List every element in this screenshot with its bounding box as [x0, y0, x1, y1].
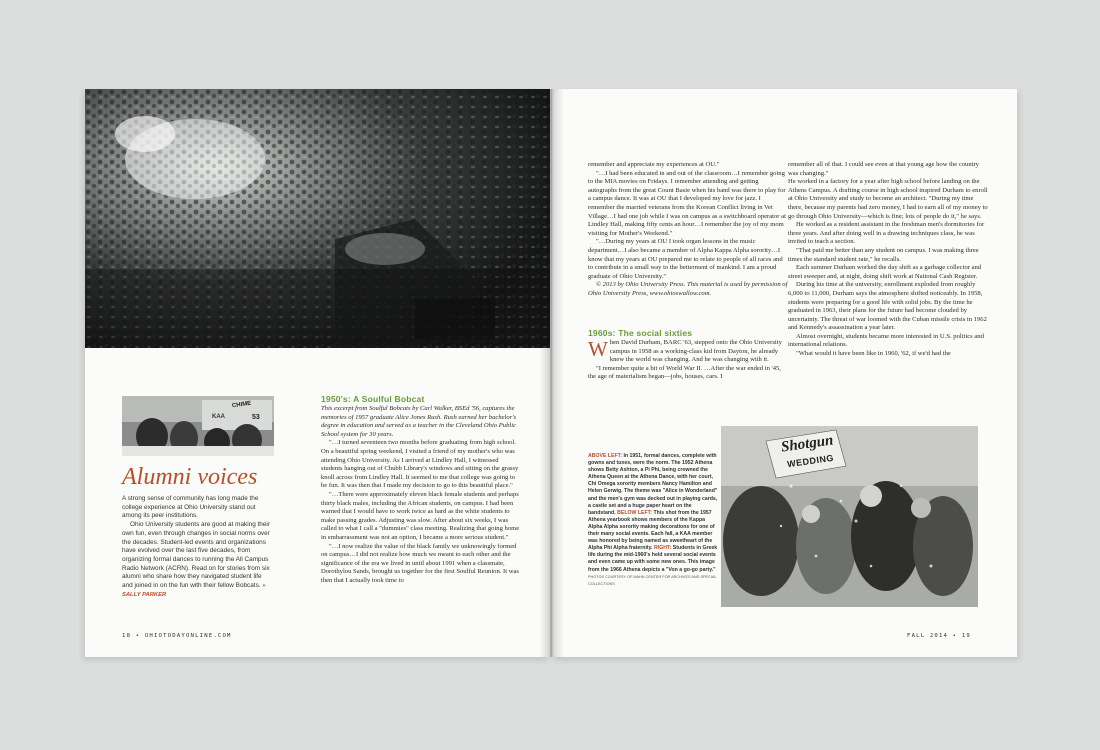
article-paragraph: "…During my years at OU I took organ lessons in the music department…I also became a member of Alpha Kappa Alpha sorority…I know that my years at OU prepared me to relate to people of all races and to contribute in a small way to the betterment of mankind. I am a proud graduate of Ohio University."	[588, 238, 783, 280]
article-paragraph: He worked as a resident assistant in the freshman men's dormitories for three years. And after doing well in a drawing techniques class, he was invited to teach a section.	[788, 221, 985, 246]
sign-text: WEDDING	[786, 452, 835, 470]
article-paragraph: "…I now realize the value of the black family we unknowingly formed on campus…I did not realize how much we meant to each other and the significance of the era we lived in until about 1991 when a classmate, Dorothylou Sands, brought us together for the first Soulful Reunion. It was then that I actually took time to	[321, 542, 519, 584]
article-paragraph: He worked in a factory for a year after high school before landing on the Athens Campus. A drafting course in high school inspired Durham to enroll at Ohio University and study to become an architect. "During my time there, because my parents had zero money, I had to earn all of my money to go through Ohio University—which is fine; lots of people do it," he says.	[788, 178, 988, 220]
article-paragraph: "That paid me better than any student on campus. I was making three times the standard student rate," he recalls.	[788, 246, 979, 263]
article-paragraph: Almost overnight, students became more interested in U.S. politics and international relations.	[788, 332, 984, 349]
article-paragraph: remember all of that. I could see even at that young age how the country was changing."	[788, 161, 979, 177]
section-head-1960s: 1960s: The social sixties	[588, 328, 693, 338]
section-intro-prefix: This excerpt from	[321, 405, 368, 412]
dance-crowd-photo	[85, 89, 550, 348]
small-photo-sign: 53	[252, 414, 260, 421]
left-page	[85, 89, 550, 657]
article-paragraph: "I remember quite a bit of World War II. …After the war ended in '45, the age of materialism began—jobs, houses, cars. I	[588, 364, 781, 381]
photo-credit: PHOTOS COURTESY OF MAHN CENTER FOR ARCHIVES AND SPECIAL COLLECTIONS	[588, 574, 717, 586]
page-title: Alumni voices	[122, 464, 258, 490]
byline: » SALLY PARKER	[122, 583, 266, 598]
section-intro-text: Soulful Bobcats by Carl Walker, BSEd '56, captures the memories of 1957 graduate Alice Jones Rush. Rush earned her bachelor's degree in education and served as a teacher in the Cleveland Ohio Public School system for 30 years.	[321, 405, 517, 438]
caption-label: RIGHT:	[654, 545, 672, 552]
intro-paragraph	[122, 521, 274, 599]
article-paragraph: Each summer Durham worked the day shift as a garbage collector and street sweeper and, at night, doing shift work at National Cash Register.	[788, 264, 982, 280]
photo-caption	[588, 453, 718, 588]
shotgun-wedding-photo	[721, 426, 978, 607]
caption-label: BELOW LEFT:	[617, 509, 652, 516]
article-paragraph: "What would it have been like in 1960, '62, if we'd had the	[796, 350, 951, 358]
page-folio-left: 18 • OHIOTODAYONLINE.COM	[122, 633, 232, 639]
intro-text	[122, 495, 274, 599]
article-paragraph	[588, 339, 788, 365]
article-1950s	[321, 405, 521, 585]
section-intro	[321, 405, 521, 439]
article-paragraph: "…There were approximately eleven black female students and perhaps thirty black males, including the African students, on campus. I had been warned that I would have to work twice as hard as the white students to make passing grades. Adjusting was slow. After about six weeks, I was called to what I call a "dummies" class meeting. Realizing that going home in embarrassment was not an option, I became a more serious student."	[321, 490, 520, 541]
sorority-photo	[122, 396, 274, 456]
caption-text: Students in Greek life during the mid-1960's held several social events and even came up with some new ones. This image from the 1966 Athena depicts a "Von a go-go party."	[588, 545, 718, 573]
small-photo-sign: KAA	[212, 414, 225, 420]
caption-label: ABOVE LEFT:	[588, 453, 623, 459]
article-paragraph: remember and appreciate my experiences at OU."	[588, 161, 720, 168]
drop-cap: W	[588, 337, 608, 361]
article-column-2	[788, 161, 988, 359]
article-paragraph: During his time at the university, enrollment exploded from roughly 6,000 to 11,000, Durham says the atmosphere shifted noticeably. In 1958, students were preparing for a good life with solid jobs. By the time he graduated in 1963, their plans for the future had become clouded by uncertainty. The threat of war loomed with the Cuban missile crisis in 1962 and Kennedy's assassination a year later.	[788, 281, 987, 332]
intro-paragraph-text: Ohio University students are good at making their own fun, even through changes in social norms over the decades. Student-led events and organizations have evolved over the last five decades, from organizing formal dances to running the All Campus Radio Network (ACRN). Read on for stories from six alumni who share how they navigated student life and joined in on the fun with their fellow Bobcats.	[122, 521, 270, 590]
article-continued	[588, 161, 788, 299]
article-text: hen David Durham, BARC '63, stepped onto the Ohio University campus in 1958 as a working-class kid from Dayton, he already knew the world was changing. And he was changing with it.	[609, 339, 782, 364]
caption-text: This shot from the 1957 Athena yearbook shows members of the Kappa Alpha Alpha sorority making decorations for one of their many social events. Each fall, a KAA member was honored by being named as sweetheart of the Alpha Phi Alpha fraternity.	[588, 509, 715, 552]
caption-text: In 1951, formal dances, complete with gowns and tuxes, were the norm. The 1952 Athena shows Betty Ashton, a Pi Phi, being crowned the Athena Queen at the Athena Dance, with her court, Chi Omega sorority members Nancy Hamilton and Helen Gerwig. The theme was "Alice in Wonderland" and the men's gym was decked out in playing cards, a castle set and a huge paper heart on the bandstand.	[588, 453, 718, 516]
page-folio-right: FALL 2014 • 19	[907, 633, 971, 639]
right-page	[552, 89, 1017, 657]
article-1960s	[588, 339, 788, 382]
credit-line: © 2013 by Ohio University Press. This material is used by permission of Ohio University Press, www.ohioswallow.com.	[588, 281, 788, 297]
section-head-1950s: 1950's: A Soulful Bobcat	[321, 394, 425, 404]
article-paragraph: "…I turned seventeen two months before graduating from high school. On a beautiful spring weekend, I visited a friend of my mother's who was attending Ohio University. As I arrived at Lindley Hall, I witnessed students hanging out of Chubb Library's windows and sitting on the grassy knoll across from Lindley Hall. It seemed to me that college was going to be fun. It was then that I made my decision to go to this beautiful place."	[321, 439, 519, 490]
article-paragraph: "…I had been educated in and out of the classroom…I remember going to the MIA movies on Fridays. I remember attending and getting autographs from the great Count Basie when his band was there to play for a campus dance. It was at OU that I developed my love for jazz. I remember the married veterans from the Korean Conflict living in Vet Village…I had one job while I was on campus as a switchboard operator at Lindley Hall, making fifty cents an hour…I remember the joy of my mom visiting for Mother's Weekend."	[588, 169, 786, 237]
small-photo-sign: CHIME	[231, 400, 252, 410]
sign-text: Shotgun	[780, 432, 835, 456]
intro-paragraph: A strong sense of community has long made the college experience at Ohio University stand out among its peer institutions.	[122, 495, 259, 520]
